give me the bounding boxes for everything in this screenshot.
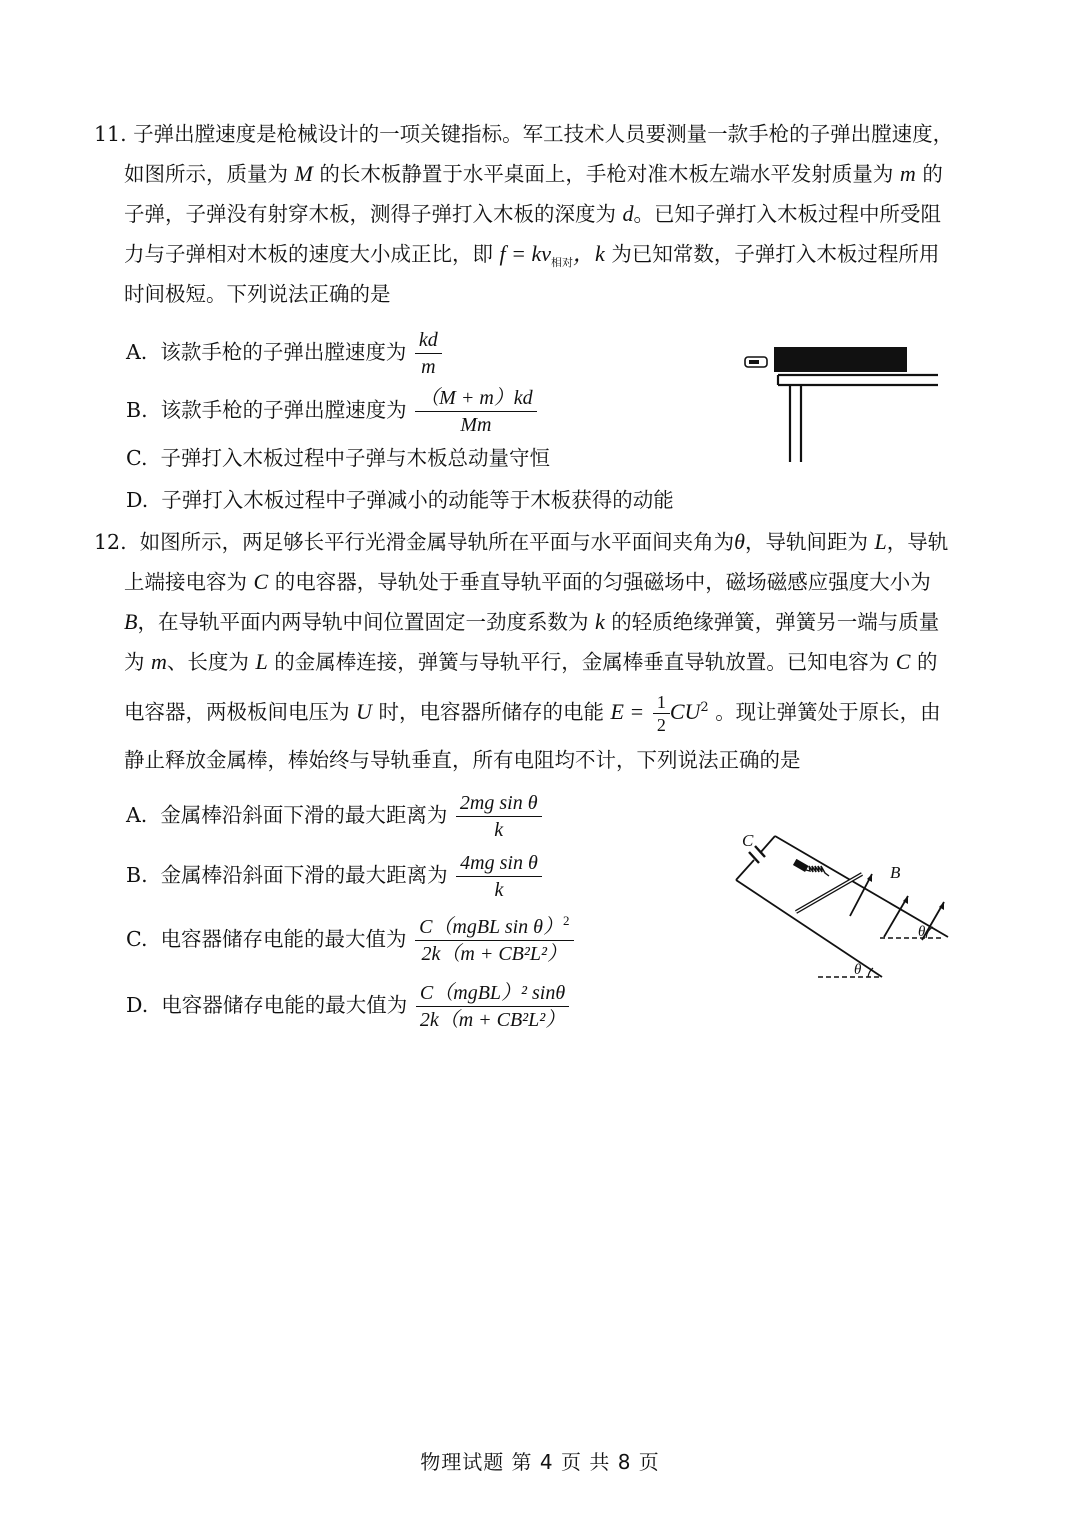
rail-upper: [775, 836, 948, 937]
q12-option-d-fraction: $\frac{\text{C（mgBL）² sinθ}}{\text{2k（m + CB²L²）}}$: [416, 981, 570, 1032]
table: [778, 375, 938, 462]
pistol-icon: [745, 357, 767, 367]
q11-option-a-fraction: $\frac{kd}{m}$: [415, 328, 442, 379]
q12-option-c: C. 电容器储存电能的最大值为 $\frac{C(mgBL \sin \theta)^2}{\text{2k（m + CB²L²）}}$: [126, 915, 574, 966]
q11-line-3: 子弹，子弹没有射穿木板，测得子弹打入木板的深度为 d。已知子弹打入木板过程中所受阻: [124, 201, 942, 226]
q11-number: 11.: [94, 122, 127, 146]
capacitor-label: C: [742, 831, 754, 850]
q11-option-a: A. 该款手枪的子弹出膛速度为 $\frac{kd}{m}$: [126, 328, 442, 379]
wood-board: [774, 347, 907, 372]
q12-number: 12.: [94, 530, 127, 554]
q12-line-5: 电容器，两极板间电压为 U 时，电容器所储存的电能 E = $\frac{1}{2}$ $CU^2$ 。现让弹簧处于原长，由: [124, 692, 941, 735]
q12-option-b: B. 金属棒沿斜面下滑的最大距离为 $\frac{\text{4mg sin θ}}{k}$: [126, 851, 542, 902]
q11-option-b-fraction: $\frac{(M + m)kd}{Mm}$: [415, 386, 536, 437]
q11-line-2: 如图所示，质量为 M 的长木板静置于水平桌面上，手枪对准木板左端水平发射质量为 m 的: [124, 161, 943, 186]
q12-option-a-fraction: $\frac{\text{2mg sin θ}}{k}$: [456, 791, 542, 842]
q12-option-c-fraction: $\frac{C(mgBL \sin \theta)^2}{\text{2k（m + CB²L²）}}$: [415, 915, 573, 966]
q12-line-3: B，在导轨平面内两导轨中间位置固定一劲度系数为 k 的轻质绝缘弹簧，弹簧另一端与质量: [124, 609, 940, 634]
q12-figure: [730, 822, 960, 987]
q12-option-d: D. 电容器储存电能的最大值为 $\frac{\text{C（mgBL）² sinθ}}{\text{2k（m + CB²L²）}}$: [126, 981, 569, 1032]
q12-line-6: 静止释放金属棒，棒始终与导轨垂直，所有电阻均不计，下列说法正确的是: [124, 748, 801, 772]
q11-option-d: D. 子弹打入木板过程中子弹减小的动能等于木板获得的动能: [126, 488, 674, 512]
capacitor-plate-2: [755, 846, 765, 857]
q11-line-1: 11. 子弹出膛速度是枪械设计的一项关键指标。军工技术人员要测量一款手枪的子弹出膛速度，: [94, 122, 954, 146]
q12-line-4: 为 m、长度为 L 的金属棒连接，弹簧与导轨平行，金属棒垂直导轨放置。已知电容为 C 的: [124, 649, 938, 674]
q12-energy-fraction: $\frac{1}{2}$: [653, 692, 670, 735]
angle-label-lower: θ: [854, 962, 862, 978]
field-arrowheads: [867, 874, 944, 910]
q11-figure: [740, 340, 945, 470]
field-label: B: [890, 863, 901, 882]
angle-label-upper: θ: [918, 924, 926, 940]
q11-line-4: 力与子弹相对木板的速度大小成正比，即 $f = kv_{相对}$，k 为已知常数，子弹打入木板过程所用: [124, 241, 940, 269]
q11-option-b: B. 该款手枪的子弹出膛速度为 $\frac{(M + m)kd}{Mm}$: [126, 386, 537, 437]
q12-option-a: A. 金属棒沿斜面下滑的最大距离为 $\frac{\text{2mg sin θ}}{k}$: [126, 791, 542, 842]
q12-line-1: 12. 如图所示，两足够长平行光滑金属导轨所在平面与水平面间夹角为θ，导轨间距为 L，导轨: [94, 529, 949, 554]
capacitor-plate-1: [749, 852, 759, 863]
spring: [806, 866, 829, 876]
page-footer: 物理试题 第 4 页 共 8 页: [420, 1450, 660, 1474]
q12-line-2: 上端接电容为 C 的电容器，导轨处于垂直导轨平面的匀强磁场中，磁场磁感应强度大小为: [124, 569, 931, 594]
q11-option-c: C. 子弹打入木板过程中子弹与木板总动量守恒: [126, 446, 551, 470]
q11-line-5: 时间极短。下列说法正确的是: [124, 282, 391, 306]
q12-option-b-fraction: $\frac{\text{4mg sin θ}}{k}$: [456, 851, 542, 902]
